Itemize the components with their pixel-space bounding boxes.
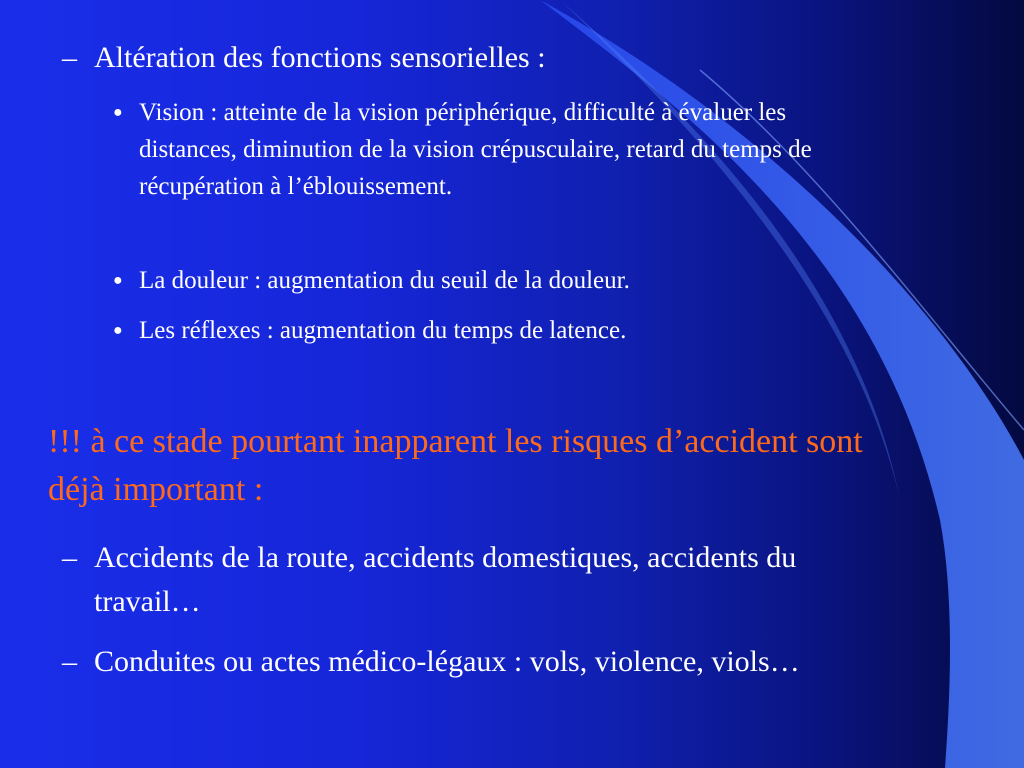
warning-highlight: !!! à ce stade pourtant inapparent les risques d’accident sont déjà important :	[48, 423, 863, 508]
bullet-text: Vision : atteinte de la vision périphérique, difficulté à évaluer les distances, diminution de la vision crépusculaire, retard du temps de récupération à l’éblouissement.	[139, 99, 812, 200]
dash-marker: –	[62, 41, 77, 74]
bullet-text: La douleur : augmentation du seuil de la douleur.	[139, 267, 630, 294]
bullet-icon: ●	[113, 104, 123, 121]
dash-marker: –	[62, 645, 77, 678]
bullet-item-vision	[113, 94, 873, 205]
bullet-item-douleur	[113, 262, 873, 299]
bullet-icon: ●	[113, 322, 123, 339]
section2-text: Conduites ou actes médico-légaux : vols, violence, viols…	[94, 645, 800, 678]
bullet-text: Les réflexes : augmentation du temps de latence.	[139, 317, 627, 344]
section2-text: Accidents de la route, accidents domestiques, accidents du travail…	[94, 541, 797, 618]
section2-item-conduites	[62, 640, 922, 684]
bullet-item-reflexes	[113, 312, 873, 349]
section1-heading: Altération des fonctions sensorielles :	[94, 41, 546, 74]
dash-marker: –	[62, 541, 77, 574]
bullet-icon: ●	[113, 272, 123, 289]
section2-item-accidents	[62, 536, 842, 624]
section1-heading-item	[62, 36, 546, 80]
